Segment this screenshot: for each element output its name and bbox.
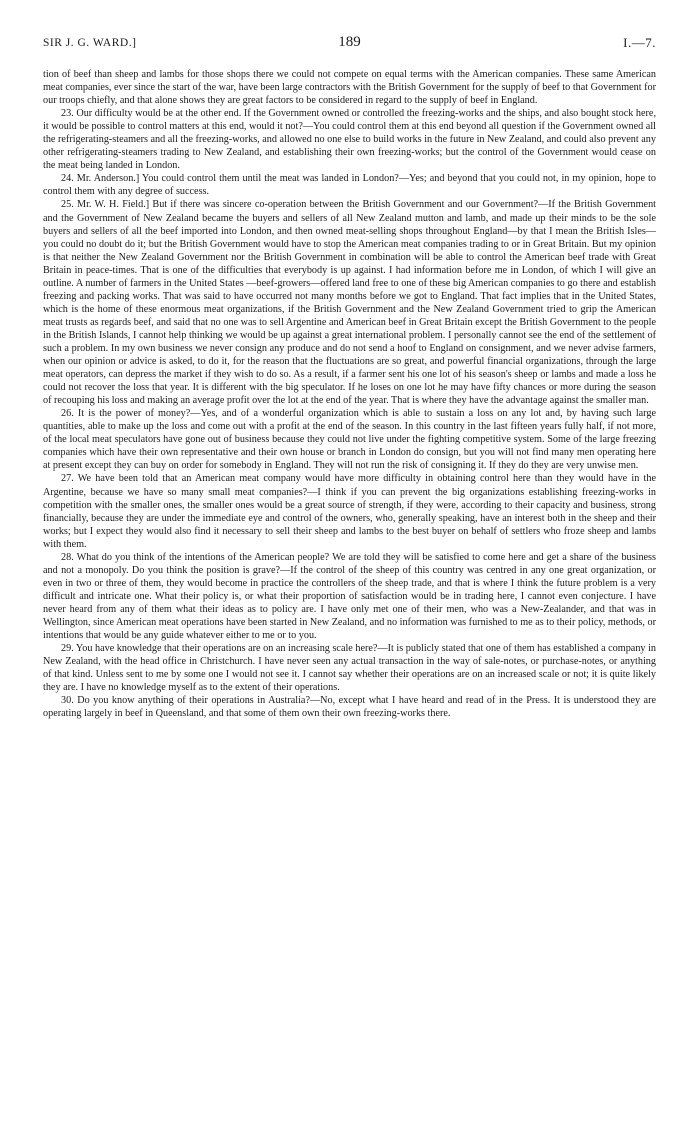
paragraph-question-29: 29. You have knowledge that their operations are on an increasing scale here?—It is publicly stated that one of them has established a company in New Zealand, with the head office in Christchurch. I have never seen any actual transaction in the way of sale-notes, or purchase-notes, or anything of that kind. Unless sent to me by some one I would not see it. I cannot say whether their operations are on an increased scale or not; it is quite likely they are. I have no knowledge myself as to the extent of their operations. [43, 643, 656, 694]
header-reference: I.—7. [623, 35, 656, 50]
paragraph-question-24: 24. Mr. Anderson.] You could control them until the meat was landed in London?—Yes; and beyond that you could not, in my opinion, hope to control them with any degree of success. [43, 173, 656, 198]
paragraph-question-30: 30. Do you know anything of their operations in Australia?—No, except what I have heard and read of in the Press. It is understood they are operating largely in beef in Queensland, and that some of them own their own freezing-works there. [43, 695, 656, 720]
paragraph-question-23: 23. Our difficulty would be at the other end. If the Government owned or controlled the freezing-works and the ships, and also bought stock here, it would be possible to control matters at this end, would it not?—You could control them at this end beyond all question if the Government owned all the refrigerating-steamers and all the freezing-works, and allowed no one else to build works in the future in New Zealand, and could also prevent any other refrigerating-steamers trading to New Zealand, and establishing their own freezing-works; but the control of the Government would cease on the meat being landed in London. [43, 108, 656, 172]
header-author: SIR J. G. WARD.] [43, 37, 137, 49]
document-body [43, 68, 656, 720]
paragraph-question-27: 27. We have been told that an American meat company would have more difficulty in obtaining control here than they would have in the Argentine, because we have so many small meat companies?—I think if you can prevent the big organizations establishing freezing-works in competition with the smaller ones, the smaller ones would be a great source of strength, if they were, according to their capacity and business, strong financially, because they are under the immediate eye and control of the owners, who, generally speaking, have an interest both in the sheep and their works; but I expect they would also find it necessary to sell their sheep and lambs to the best buyer on behalf of settlers who froze sheep and lambs with them. [43, 473, 656, 550]
page-number: 189 [338, 34, 361, 50]
paragraph-question-25: 25. Mr. W. H. Field.] But if there was sincere co-operation between the British Government and our Government?—If the British Government and the Government of New Zealand became the buyers and sellers of all New Zealand mutton and lamb, and made up their minds to be the sole buyers and sellers of all the beef imported into London, and then owned meat-selling shops throughout England—by that I mean the British Isles—you could no doubt do it; but the British Government would have to stop the American meat companies trading to or in Great Britain. But my opinion is that neither the New Zealand Government nor the British Government in combination will be able to control the American beef trade with Great Britain in peace-times. That is one of the difficulties that everybody is up against. I had information before me in London, of which I will give an outline. A number of farmers in the United States —beef-growers—offered land free to one of these big American companies to go there and establish freezing and packing works. That was said to have occurred not many months before we got to England. That fact implies that in the United States, which is the home of these enormous meat organizations, if the British Government and the New Zealand Government tried to grip the American meat trusts as regards beef, and said that no one was to sell Argentine and American beef in Great Britain except the British Government to the people in the British Islands, I cannot help thinking we would be up against a great international problem. I personally cannot see the end of the settlement of such a problem. In my own business we never consign any produce and do not send a hoof to England on consignment, and we never advise farmers, when our opinion or advice is asked, to do it, for the reason that the fluctuations are so great, and powerful financial organizations, through the large meat operators, can depress the market if they wish to do so. As a result, if a farmer sent his one lot of his season's sheep or lambs and made a loss he could not recover the loss that year. It is different with the big speculator. If he loses on one lot he may have fifty chances or more during the season of recouping his loss and making an average profit over the lot at the end of the year. That is where they have the advantage against the smaller man. [43, 199, 656, 407]
paragraph-question-26: 26. It is the power of money?—Yes, and of a wonderful organization which is able to sustain a loss on any lot and, by having such large quantities, able to make up the loss and come out with a profit at the end of the season. In this country in the last fifteen years fully half, if not more, of the local meat speculators have gone out of business because they could not live under the fighting competitive system. Some of the large freezing companies which have their own representative and their own house or branch in London do consign, but you will not find many men operating here at present except they can buy on order for somebody in England. They will not run the risk of consigning it. If they do they are very unwise men. [43, 408, 656, 472]
paragraph-continuation: tion of beef than sheep and lambs for those shops there we could not compete on equal terms with the American companies. These same American meat companies, ever since the start of the war, have been large contractors with the British Government for the supply of beef to that Government for our troops chiefly, and that alone shows they are great factors to be considered in regard to the supply of beef in England. [43, 69, 656, 107]
paragraph-question-28: 28. What do you think of the intentions of the American people? We are told they will be satisfied to come here and get a share of the business and not a monopoly. Do you think the position is grave?—If the control of the sheep of this country was centred in any one great organization, or even in two or three of them, they would become in practice the controllers of the sheep trade, and that is where I think the future problem is a very difficult and intricate one. What their policy is, or what their proportion of satisfaction would be in trading here, I cannot even conjecture. I have never heard from any of them what their ideas as to policy are. I have only met one of their men, who was a New-Zealander, and that was in Wellington, since American meat operations have been started in New Zealand, and no information was furnished to me as to their policy, methods, or intentions that would be any guide whatever either to me or to you. [43, 551, 656, 642]
page-header [43, 34, 656, 56]
